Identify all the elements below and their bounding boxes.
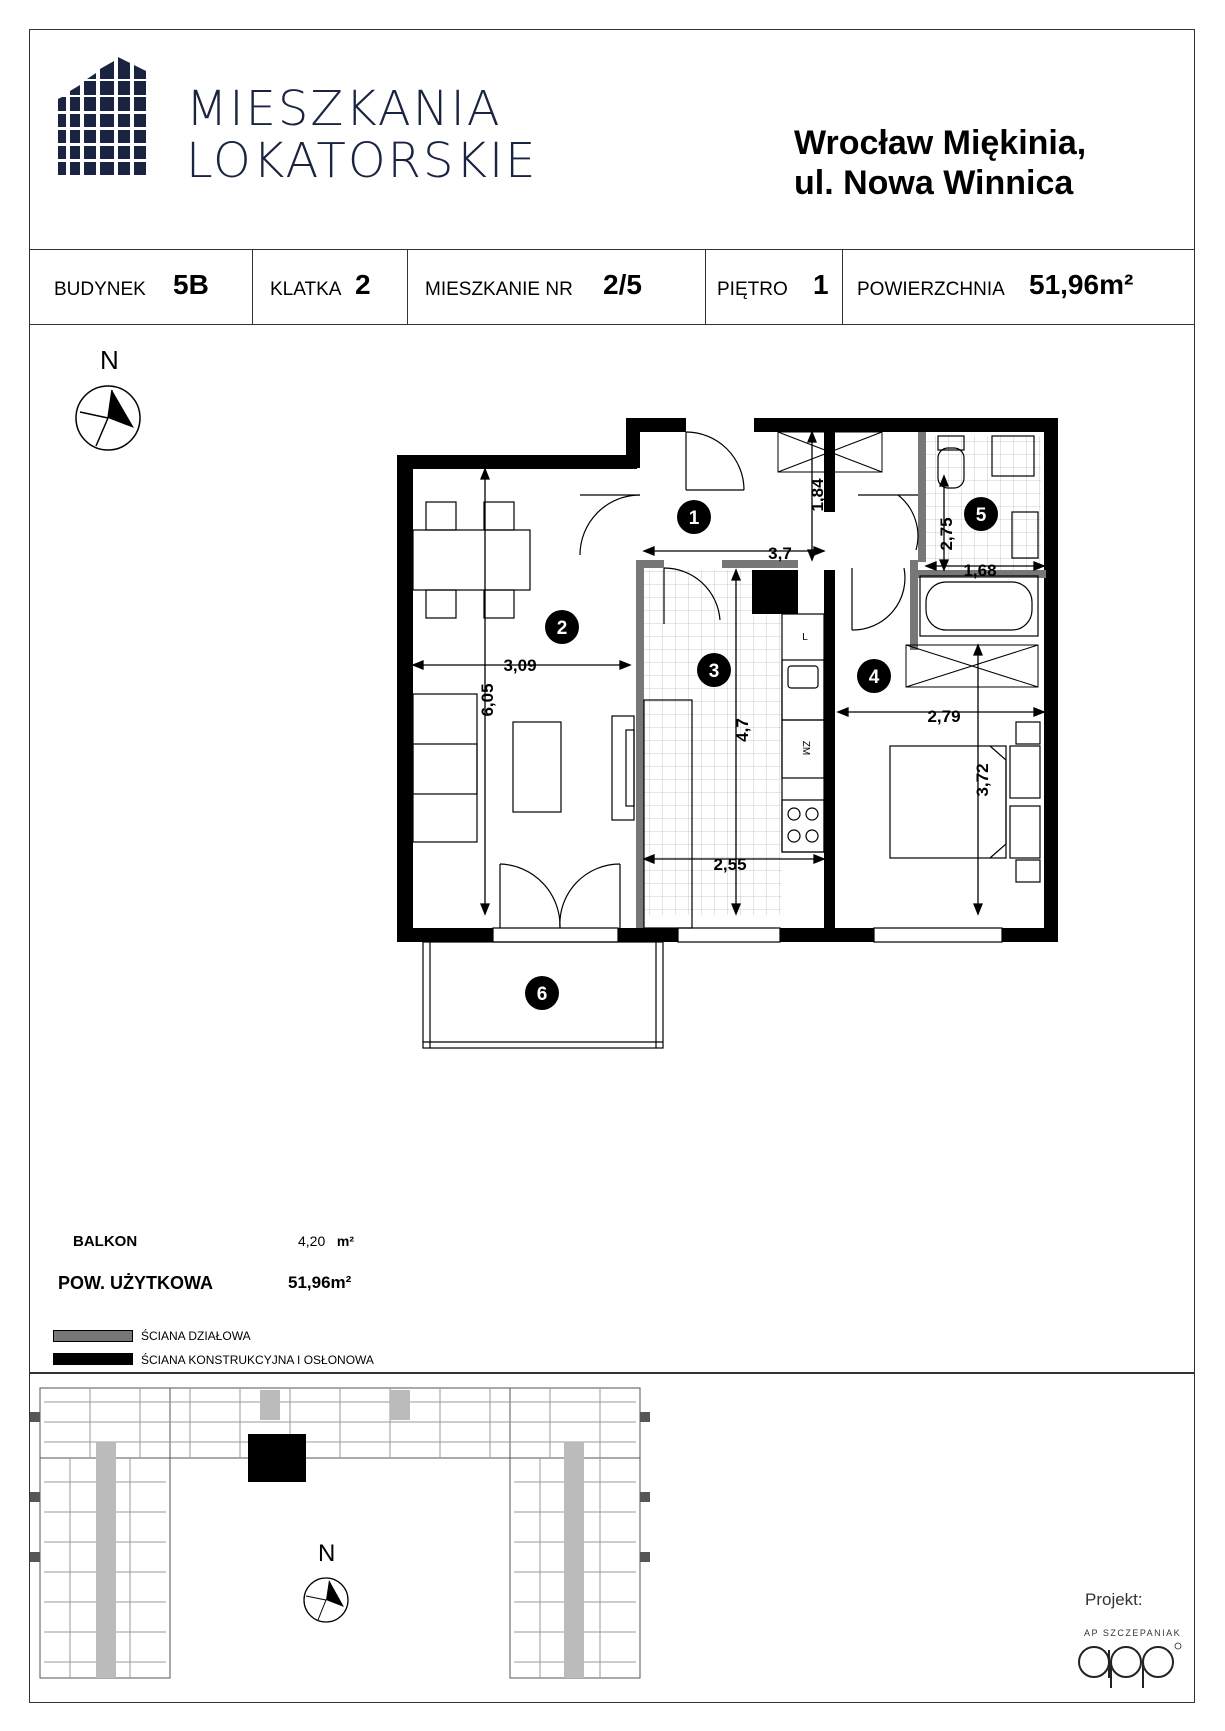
legend-partition-text: ŚCIANA DZIAŁOWA [141,1329,251,1343]
room-2-label: 2 [556,618,568,639]
room-3-label: 3 [708,661,720,682]
room-1-label: 1 [688,508,700,529]
firm-logo-icon [1074,1640,1184,1690]
dim-bathroom-width: 1,68 [963,561,997,580]
floor-value: 1 [813,269,829,300]
brand-name [186,83,537,187]
windows [493,928,1002,942]
dim-hall-height: 1,84 [808,478,827,512]
area-cell [843,249,1194,324]
projekt-label: Projekt: [1085,1590,1143,1609]
staircase-label: KLATKA [270,279,342,300]
compass-label: N [100,345,119,375]
dim-bedroom-height: 3,72 [973,763,992,797]
footer-divider [30,1372,1194,1374]
brand-line-2: LOKATORSKIE [186,133,538,189]
balcony-unit: m² [336,1233,355,1249]
address [794,122,1086,204]
area-unit: m² [1099,269,1134,300]
site-plan [30,1382,650,1682]
building-logo-icon [58,57,148,175]
compass-icon [74,384,142,452]
floor-plan [390,410,1070,1060]
header [30,30,1194,250]
usable-area-unit: m² [330,1273,352,1292]
staircase-value: 2 [355,269,371,300]
address-line-2: ul. Nowa Winnica [794,164,1074,202]
apartment-label: MIESZKANIE NR [425,279,573,300]
legend-partition-swatch [53,1330,133,1342]
building-value: 5B [173,269,209,300]
dim-kitchen-height: 4,7 [733,718,752,742]
room-4-label: 4 [868,667,880,688]
dim-living-height: 6,05 [478,683,497,717]
dishwasher-label: ZM [800,740,811,756]
floor-label: PIĘTRO [717,279,788,300]
dim-kitchen-width: 2,55 [713,855,747,874]
usable-area-value [288,1273,351,1293]
info-bar [30,249,1194,325]
site-compass-label: N [318,1540,336,1567]
floor-cell [706,249,843,324]
bedroom-furniture [890,722,1040,882]
usable-area-label: POW. UŻYTKOWA [58,1273,213,1293]
balcony-number: 4,20 [298,1233,326,1249]
balcony-value [298,1233,354,1249]
brand-line-1: MIESZKANIA [186,81,502,137]
apartment-value: 2/5 [603,269,642,300]
usable-area-number: 51,96 [288,1273,331,1292]
room-6-label: 6 [536,984,548,1005]
dim-bathroom-height: 2,75 [937,517,956,551]
room-5-label: 5 [975,505,987,526]
dim-bedroom-width: 2,79 [927,707,961,726]
legend-structural-swatch [53,1353,133,1365]
apartment-cell [408,249,706,324]
building-cell [30,249,253,324]
kitchen-tiles [642,570,782,915]
firm-name: AP SZCZEPANIAK [1084,1628,1182,1638]
building-label: BUDYNEK [54,279,146,300]
site-compass-icon [302,1576,350,1624]
area-value [1029,269,1133,301]
address-line-1: Wrocław Miękinia, [794,124,1087,162]
dim-living-width: 3,09 [503,656,537,675]
area-label: POWIERZCHNIA [857,279,1005,300]
staircase-cell [253,249,408,324]
legend-structural-text: ŚCIANA KONSTRUKCYJNA I OSŁONOWA [141,1353,374,1367]
balcony-label: BALKON [73,1233,138,1250]
area-number: 51,96 [1029,269,1100,300]
fridge-label: L [802,632,808,643]
dim-hall-width: 3,7 [768,544,792,563]
